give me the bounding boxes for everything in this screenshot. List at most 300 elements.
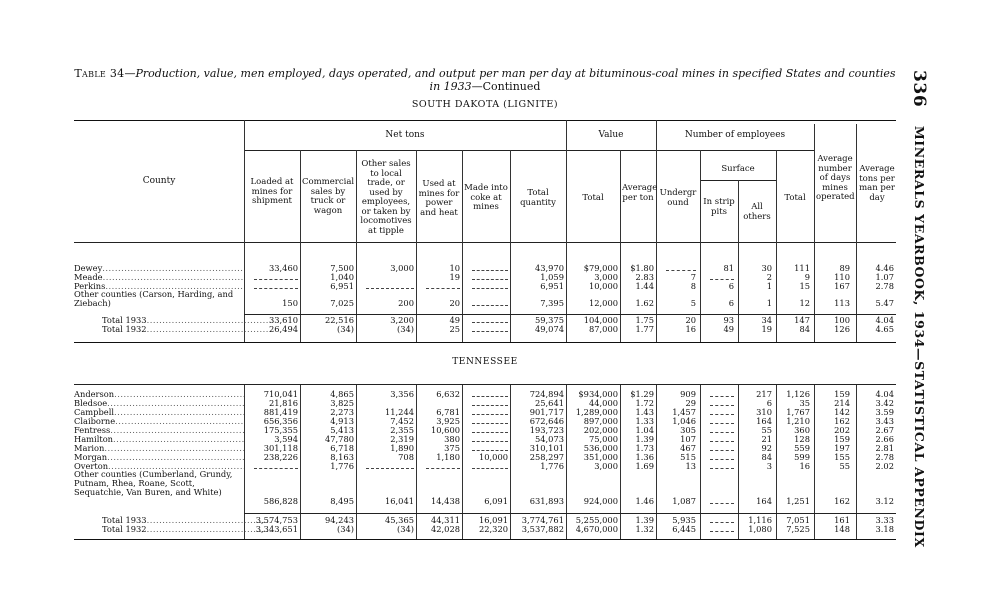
cell-others: 84 [761, 452, 772, 462]
running-head [905, 70, 929, 548]
cell-under: 1,046 [672, 416, 696, 426]
cell-commercial: 4,913 [330, 416, 354, 426]
empty-dash [472, 445, 508, 451]
cell-value: 10,000 [588, 281, 618, 291]
header-commercial: Commercial sales by truck or wagon [302, 177, 355, 216]
cell-others: 164 [756, 416, 772, 426]
cell-days: 126 [834, 324, 850, 334]
cell-loaded: 3,594 [274, 434, 298, 444]
county-name: Marion ..... [74, 444, 244, 453]
cell-total: 54,073 [534, 434, 564, 444]
cell-strip: 49 [723, 324, 734, 334]
cell-under: 5,935 [672, 515, 696, 525]
cell-avg: 1.32 [635, 524, 654, 534]
cell-tpd: 4.65 [875, 324, 894, 334]
cell-avg: 1.39 [635, 434, 654, 444]
empty-dash [666, 265, 696, 271]
cell-days: 155 [834, 452, 850, 462]
county-name: Total 1932 ..... [74, 325, 272, 334]
table-row [74, 408, 896, 417]
cell-strip [702, 435, 734, 444]
cell-total: 49,074 [534, 324, 564, 334]
cell-etotal: 599 [794, 452, 810, 462]
cell-value: 202,000 [583, 425, 618, 435]
cell-tpd: 2.78 [875, 281, 894, 291]
cell-loaded: 710,041 [263, 389, 298, 399]
cell-loaded: 301,118 [263, 443, 298, 453]
empty-dash [710, 463, 734, 469]
table-row [74, 399, 896, 408]
empty-dash [710, 445, 734, 451]
cell-coke: 6,091 [484, 496, 508, 506]
cell-under: 305 [680, 425, 696, 435]
cell-etotal: 1,210 [786, 416, 810, 426]
cell-days: 214 [834, 398, 850, 408]
section-heading-south-dakota: SOUTH DAKOTA (LIGNITE) [411, 99, 559, 110]
cell-commercial: 7,025 [330, 298, 354, 308]
empty-dash [472, 274, 508, 280]
cell-avg: 1.33 [635, 416, 654, 426]
empty-dash [710, 526, 734, 532]
cell-strip [702, 462, 734, 471]
cell-days: 202 [834, 425, 850, 435]
cell-tpd: 4.46 [875, 263, 894, 273]
empty-dash [710, 391, 734, 397]
cell-tpd: 2.66 [875, 434, 894, 444]
empty-dash [472, 400, 508, 406]
cell-days: 89 [839, 263, 850, 273]
cell-avg: 2.83 [635, 272, 654, 282]
cell-total: 193,723 [529, 425, 564, 435]
cell-under: 7 [690, 272, 696, 282]
cell-coke [464, 417, 508, 426]
cell-etotal: 84 [799, 324, 810, 334]
header-employees: Number of employees [684, 130, 786, 140]
table-title [74, 67, 896, 93]
cell-other: 3,356 [390, 389, 414, 399]
cell-days: 113 [834, 298, 850, 308]
header-other-sales: Other sales to local trade, or used by employees, or taken by locomotives at tipple [360, 159, 412, 236]
cell-etotal: 1,251 [786, 496, 810, 506]
cell-under: 107 [680, 434, 696, 444]
cell-other: (34) [396, 524, 414, 534]
empty-dash [472, 391, 508, 397]
cell-strip [702, 417, 734, 426]
tn-top-rule [74, 384, 896, 385]
cell-avg: 1.04 [635, 425, 654, 435]
cell-avg: 1.39 [635, 515, 654, 525]
empty-dash [710, 454, 734, 460]
col-rule [656, 120, 657, 342]
cell-etotal: 35 [799, 398, 810, 408]
cell-other: 3,200 [390, 315, 414, 325]
cell-avg: 1.72 [635, 398, 654, 408]
county-name: Campbell ..... [74, 408, 244, 417]
cell-commercial: 1,040 [330, 272, 354, 282]
cell-loaded: 21,816 [268, 398, 298, 408]
cell-power: 10 [449, 263, 460, 273]
cell-tpd: 3.12 [875, 496, 894, 506]
cell-days: 162 [834, 416, 850, 426]
cell-tpd: 3.33 [875, 515, 894, 525]
cell-avg: 1.75 [635, 315, 654, 325]
cell-days: 148 [834, 524, 850, 534]
cell-days: 162 [834, 496, 850, 506]
cell-strip: 93 [723, 315, 734, 325]
cell-value: 924,000 [583, 496, 618, 506]
cell-days: 161 [834, 515, 850, 525]
cell-other: 11,244 [384, 407, 414, 417]
cell-others: 55 [761, 425, 772, 435]
cell-etotal: 1,126 [786, 389, 810, 399]
cell-coke [464, 390, 508, 399]
cell-loaded: 881,419 [263, 407, 298, 417]
cell-under: 5 [690, 298, 696, 308]
tn-total-rule [244, 513, 896, 514]
cell-other: 3,000 [390, 263, 414, 273]
employees-rule [656, 150, 814, 151]
table-row [74, 390, 896, 399]
cell-strip [702, 408, 734, 417]
cell-strip: 6 [728, 281, 734, 291]
empty-dash [710, 418, 734, 424]
header-underground: Underground [659, 188, 697, 208]
cell-avg: $1.80 [630, 263, 654, 273]
cell-etotal: 9 [804, 272, 810, 282]
cell-days: 167 [834, 281, 850, 291]
cell-avg: 1.69 [635, 461, 654, 471]
cell-power: 3,925 [436, 416, 460, 426]
cell-other: 2,319 [390, 434, 414, 444]
cell-days: 100 [834, 315, 850, 325]
cell-total: 25,641 [534, 398, 564, 408]
cell-others: 1 [766, 298, 772, 308]
cell-strip [702, 525, 734, 534]
county-name: Total 1932 ..... [74, 525, 272, 534]
empty-dash [472, 317, 508, 323]
cell-commercial: 2,273 [330, 407, 354, 417]
sd-bottom-rule [74, 342, 896, 343]
col-rule [244, 120, 245, 342]
empty-dash [366, 283, 414, 289]
cell-value: 3,000 [594, 272, 618, 282]
net-tons-rule [244, 150, 566, 151]
cell-tpd: 3.42 [875, 398, 894, 408]
table-caption: —Production, value, men employed, days operated, and output per man per day at bituminous-coal mines in specified States and counties in 1933 [124, 67, 896, 93]
cell-value: $934,000 [578, 389, 618, 399]
cell-tpd: 1.07 [875, 272, 894, 282]
cell-other [358, 462, 414, 471]
cell-coke [464, 399, 508, 408]
cell-others: 1,116 [748, 515, 772, 525]
cell-under: 8 [690, 281, 696, 291]
empty-dash [472, 463, 508, 469]
header-coke: Made into coke at mines [464, 183, 508, 212]
cell-others: 19 [761, 324, 772, 334]
county-name: Bledsoe ..... [74, 399, 244, 408]
cell-other: 1,890 [390, 443, 414, 453]
cell-value: 44,000 [588, 398, 618, 408]
cell-under: 515 [680, 452, 696, 462]
cell-value: 104,000 [583, 315, 618, 325]
empty-dash [426, 463, 460, 469]
cell-avg: 1.77 [635, 324, 654, 334]
cell-total: 3,774,761 [521, 515, 564, 525]
cell-others: 310 [756, 407, 772, 417]
cell-other [358, 282, 414, 291]
cell-loaded: 656,356 [263, 416, 298, 426]
cell-coke [464, 273, 508, 282]
empty-dash [254, 463, 298, 469]
cell-commercial: 1,776 [330, 461, 354, 471]
cell-value: 3,000 [594, 461, 618, 471]
table-row [74, 290, 896, 308]
cell-coke [464, 264, 508, 273]
cell-other [358, 273, 414, 282]
cell-under: 909 [680, 389, 696, 399]
cell-commercial: 8,163 [330, 452, 354, 462]
cell-commercial: 47,780 [324, 434, 354, 444]
cell-power: 380 [444, 434, 460, 444]
cell-etotal: 128 [794, 434, 810, 444]
header-average-per-ton: Average per ton [622, 183, 658, 203]
cell-value: 351,000 [583, 452, 618, 462]
cell-commercial: 5,413 [330, 425, 354, 435]
cell-total: 43,970 [534, 263, 564, 273]
cell-coke [464, 299, 508, 308]
cell-etotal: 360 [794, 425, 810, 435]
cell-avg: $1.29 [630, 389, 654, 399]
cell-commercial: 4,865 [330, 389, 354, 399]
cell-strip [702, 516, 734, 525]
cell-power: 6,632 [436, 389, 460, 399]
cell-tpd: 4.04 [875, 315, 894, 325]
cell-strip [702, 444, 734, 453]
header-value: Value [598, 130, 624, 140]
cell-tpd: 3.18 [875, 524, 894, 534]
table-row [74, 273, 896, 282]
empty-dash [254, 283, 298, 289]
cell-total: 724,894 [529, 389, 564, 399]
cell-strip [702, 497, 734, 506]
header-total-quantity: Total quantity [520, 188, 556, 208]
header-county: County [142, 176, 176, 186]
cell-strip [702, 426, 734, 435]
cell-under: 6,445 [672, 524, 696, 534]
page-number: 336 [909, 70, 929, 108]
cell-value: 4,670,000 [575, 524, 618, 534]
cell-under: 20 [685, 315, 696, 325]
cell-avg: 1.46 [635, 496, 654, 506]
cell-days: 142 [834, 407, 850, 417]
col-rule [856, 124, 857, 342]
header-strip-pits: In strip pits [703, 197, 735, 217]
county-name: Claiborne ..... [74, 417, 244, 426]
empty-dash [426, 283, 460, 289]
county-name: Perkins ..... [74, 282, 244, 291]
table-row [74, 264, 896, 273]
empty-dash [710, 400, 734, 406]
cell-tpd: 3.43 [875, 416, 894, 426]
county-name: Total 1933 ..... [74, 316, 272, 325]
cell-total: 3,537,882 [521, 524, 564, 534]
cell-loaded: 33,610 [268, 315, 298, 325]
cell-tpd: 2.67 [875, 425, 894, 435]
cell-others: 217 [756, 389, 772, 399]
cell-power: 25 [449, 324, 460, 334]
cell-total: 901,717 [529, 407, 564, 417]
county-name: Dewey ..... [74, 264, 244, 273]
header-average-days: Average number of days mines operated [816, 154, 855, 202]
cell-value: 536,000 [583, 443, 618, 453]
empty-dash [710, 427, 734, 433]
cell-commercial: 6,951 [330, 281, 354, 291]
cell-value: 12,000 [588, 298, 618, 308]
empty-dash [472, 300, 508, 306]
empty-dash [366, 463, 414, 469]
cell-others: 30 [761, 263, 772, 273]
cell-etotal: 559 [794, 443, 810, 453]
cell-commercial: (34) [336, 524, 354, 534]
cell-coke: 16,091 [478, 515, 508, 525]
cell-power: 19 [449, 272, 460, 282]
cell-loaded [246, 282, 298, 291]
total-row [74, 316, 896, 325]
header-bottom-rule [74, 242, 896, 243]
cell-power [418, 282, 460, 291]
cell-loaded [246, 462, 298, 471]
cell-total: 631,893 [529, 496, 564, 506]
total-row [74, 325, 896, 334]
empty-dash [472, 265, 508, 271]
cell-others: 164 [756, 496, 772, 506]
cell-power: 375 [444, 443, 460, 453]
header-employee-total: Total [784, 193, 806, 203]
cell-total: 1,776 [540, 461, 564, 471]
cell-etotal: 7,525 [786, 524, 810, 534]
cell-etotal: 16 [799, 461, 810, 471]
cell-loaded [246, 273, 298, 282]
empty-dash [254, 274, 298, 280]
table-row [74, 470, 896, 506]
cell-loaded: 586,828 [263, 496, 298, 506]
cell-other: 200 [398, 298, 414, 308]
cell-under: 1,457 [672, 407, 696, 417]
value-rule [566, 150, 656, 151]
header-value-total: Total [582, 193, 604, 203]
cell-coke [464, 426, 508, 435]
cell-power: 44,311 [430, 515, 460, 525]
cell-power: 1,180 [436, 452, 460, 462]
cell-etotal: 1,767 [786, 407, 810, 417]
cell-strip [702, 390, 734, 399]
cell-strip [702, 453, 734, 462]
cell-value: $79,000 [583, 263, 618, 273]
cell-commercial: 94,243 [324, 515, 354, 525]
cell-coke [464, 282, 508, 291]
cell-tpd: 2.02 [875, 461, 894, 471]
cell-power: 20 [449, 298, 460, 308]
county-name: Meade ..... [74, 273, 244, 282]
tn-bottom-rule [74, 539, 896, 540]
county-name: Total 1933 ..... [74, 516, 272, 525]
cell-power: 14,438 [430, 496, 460, 506]
cell-other: (34) [396, 324, 414, 334]
cell-power: 6,781 [436, 407, 460, 417]
county-name: Anderson ..... [74, 390, 244, 399]
cell-strip [702, 399, 734, 408]
cell-avg: 1.36 [635, 452, 654, 462]
cell-days: 159 [834, 389, 850, 399]
cell-total: 672,646 [529, 416, 564, 426]
cell-avg: 1.73 [635, 443, 654, 453]
header-used-power: Used at mines for power and heat [418, 179, 460, 218]
cell-other: 7,452 [390, 416, 414, 426]
empty-dash [472, 436, 508, 442]
cell-under: 16 [685, 324, 696, 334]
cell-coke: 10,000 [478, 452, 508, 462]
cell-power: 49 [449, 315, 460, 325]
cell-tpd: 2.81 [875, 443, 894, 453]
cell-value: 1,289,000 [575, 407, 618, 417]
cell-other: 708 [398, 452, 414, 462]
cell-value: 87,000 [588, 324, 618, 334]
cell-strip: 81 [723, 263, 734, 273]
cell-tpd: 2.78 [875, 452, 894, 462]
cell-commercial: 7,500 [330, 263, 354, 273]
empty-dash [710, 274, 734, 280]
cell-total: 59,375 [534, 315, 564, 325]
header-surface: Surface [721, 164, 755, 174]
cell-loaded: 238,226 [263, 452, 298, 462]
table-top-rule [74, 120, 896, 121]
header-average-tons: Average tons per man per day [859, 164, 895, 203]
cell-under: 1,087 [672, 496, 696, 506]
section-heading-tennessee: TENNESSEE [452, 357, 518, 367]
cell-commercial: 6,718 [330, 443, 354, 453]
cell-others: 1,080 [748, 524, 772, 534]
total-row [74, 525, 896, 534]
empty-dash [472, 283, 508, 289]
cell-commercial: (34) [336, 324, 354, 334]
header-loaded: Loaded at mines for shipment [250, 177, 294, 206]
empty-dash [710, 517, 734, 523]
cell-avg: 1.44 [635, 281, 654, 291]
cell-coke [464, 316, 508, 325]
cell-value: 5,255,000 [575, 515, 618, 525]
table-row [74, 453, 896, 462]
cell-tpd: 4.04 [875, 389, 894, 399]
cell-total: 7,395 [540, 298, 564, 308]
cell-commercial: 22,516 [324, 315, 354, 325]
cell-others: 3 [766, 461, 772, 471]
cell-loaded: 3,574,753 [255, 515, 298, 525]
header-all-others: All others [743, 202, 771, 222]
empty-dash [472, 427, 508, 433]
cell-avg: 1.43 [635, 407, 654, 417]
cell-value: 75,000 [588, 434, 618, 444]
cell-others: 34 [761, 315, 772, 325]
table-number: Table 34 [74, 67, 125, 80]
cell-days: 197 [834, 443, 850, 453]
cell-commercial: 3,825 [330, 398, 354, 408]
cell-tpd: 3.59 [875, 407, 894, 417]
county-name: Other counties (Carson, Harding, and Ziebach) [74, 290, 234, 308]
cell-total: 258,297 [529, 452, 564, 462]
cell-total: 310,101 [529, 443, 564, 453]
cell-coke [464, 325, 508, 334]
empty-dash [710, 498, 734, 504]
